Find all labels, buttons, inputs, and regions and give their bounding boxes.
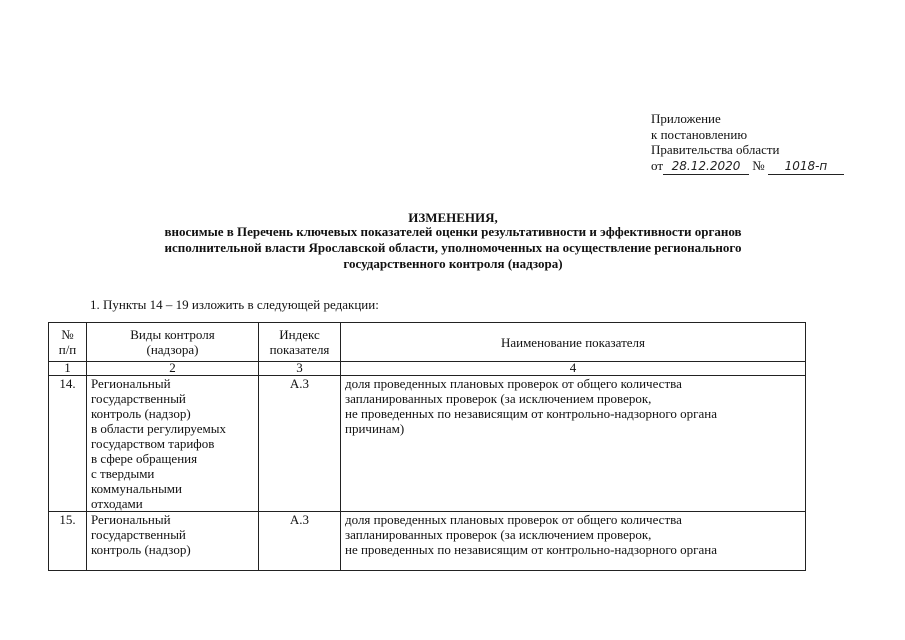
row-number: 15. (49, 512, 87, 571)
control-type-line: в сфере обращения (91, 451, 198, 466)
control-type-line: отходами (91, 496, 143, 511)
column-number-row (49, 362, 806, 376)
appendix-line-3: Правительства области (651, 142, 780, 157)
document-title: ИЗМЕНЕНИЯ, (408, 210, 498, 225)
document-subtitle (88, 224, 818, 272)
handwritten-number: 1018-п (768, 159, 844, 176)
indicator-name-line: причинам) (345, 421, 405, 436)
control-type-line: Региональный (91, 376, 171, 391)
header-type-line: (надзора) (146, 342, 199, 357)
header-index (259, 323, 341, 362)
control-type-line: коммунальными (91, 481, 182, 496)
indicator-name-line: доля проведенных плановых проверок от общего количества (345, 512, 682, 527)
appendix-date-line (651, 158, 844, 176)
appendix-block (651, 111, 844, 175)
appendix-line-2: к постановлению (651, 126, 748, 142)
column-number: 4 (341, 362, 806, 376)
header-index-line: Индекс (279, 327, 320, 342)
handwritten-date: 28.12.2020 (663, 159, 749, 176)
indicator-name-line: не проведенных по независящим от контрольно-надзорного органа (345, 406, 718, 421)
appendix-line-1: Приложение (651, 111, 721, 126)
control-type-line: Региональный (91, 512, 171, 527)
column-number: 1 (49, 362, 87, 376)
subtitle-line: вносимые в Перечень ключевых показателей оценки результативности и эффективности органов (164, 224, 742, 239)
control-type-line: в области регулируемых (91, 421, 226, 436)
table-row (49, 376, 806, 512)
subtitle-line: государственного контроля (надзора) (343, 256, 563, 271)
indicators-table (48, 322, 806, 571)
table-row (49, 512, 806, 571)
indicator-name-line: запланированных проверок (за исключением проверок, (345, 391, 652, 406)
subtitle-line: исполнительной власти Ярославской области, уполномоченных на осуществление регионального (164, 240, 742, 255)
indicator-name-cell (341, 512, 806, 571)
indicator-index: А.3 (259, 376, 341, 512)
indicator-name-line: доля проведенных плановых проверок от общего количества (345, 376, 682, 391)
header-num (49, 323, 87, 362)
control-type-line: государством тарифов (91, 436, 215, 451)
indicator-name-line: запланированных проверок (за исключением проверок, (345, 527, 652, 542)
indicator-index: А.3 (259, 512, 341, 571)
header-num-line: № (61, 327, 74, 342)
indicator-name-line: не проведенных по независящим от контрольно-надзорного органа (345, 542, 718, 557)
number-prefix: № (752, 157, 765, 173)
date-prefix: от (651, 157, 664, 173)
header-type-line: Виды контроля (130, 327, 215, 342)
indicator-name-cell (341, 376, 806, 512)
header-name: Наименование показателя (341, 323, 806, 362)
row-number: 14. (49, 376, 87, 512)
table-header-row (49, 323, 806, 362)
control-type-cell (87, 512, 259, 571)
intro-paragraph: 1. Пункты 14 – 19 изложить в следующей редакции: (90, 297, 379, 312)
column-number: 3 (259, 362, 341, 376)
header-type (87, 323, 259, 362)
column-number: 2 (87, 362, 259, 376)
control-type-line: государственный (91, 391, 186, 406)
control-type-line: контроль (надзор) (91, 406, 191, 421)
control-type-line: контроль (надзор) (91, 542, 191, 557)
control-type-cell (87, 376, 259, 512)
control-type-line: с твердыми (91, 466, 155, 481)
header-num-line: п/п (58, 342, 77, 357)
control-type-line: государственный (91, 527, 186, 542)
header-index-line: показателя (269, 342, 330, 357)
